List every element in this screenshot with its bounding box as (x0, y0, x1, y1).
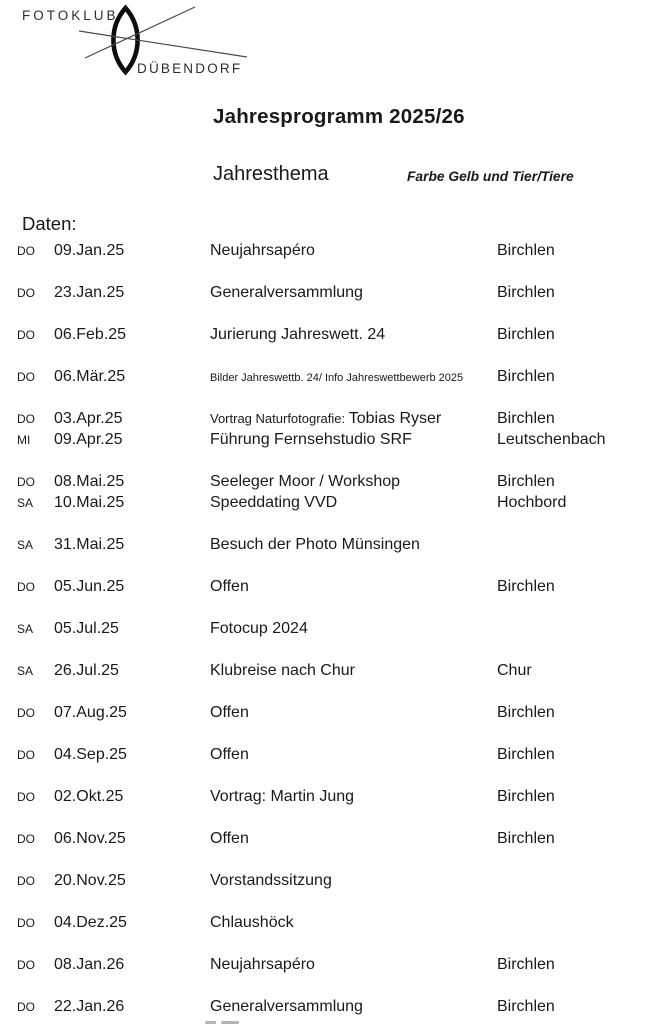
event-row (0, 576, 650, 597)
event-group (0, 240, 650, 261)
event-weekday: DO (17, 286, 35, 300)
event-group (0, 744, 650, 765)
event-title-main: Neujahrsapéro (210, 242, 315, 259)
event-group (0, 702, 650, 723)
event-title (210, 576, 249, 597)
event-row (0, 429, 650, 450)
event-group (0, 408, 650, 450)
event-row (0, 471, 650, 492)
event-date: 23.Jan.25 (54, 284, 125, 301)
event-date: 20.Nov.25 (54, 872, 126, 889)
event-title-main: Generalversammlung (210, 284, 363, 301)
fotoklub-logo (0, 0, 270, 90)
event-row (0, 828, 650, 849)
event-note: Bilder Jahreswettb. 24/ Info Jahreswettbewerb 2025 (210, 372, 464, 384)
event-row (0, 660, 650, 681)
event-date: 04.Sep.25 (54, 746, 127, 763)
event-title (210, 744, 249, 765)
event-date: 10.Mai.25 (54, 494, 125, 511)
event-row (0, 954, 650, 975)
event-location: Birchlen (497, 788, 555, 805)
event-title-main: Speeddating VVD (210, 494, 338, 511)
event-date: 04.Dez.25 (54, 914, 127, 931)
event-weekday: DO (17, 790, 35, 804)
event-title-main: Generalversammlung (210, 998, 363, 1015)
dates-heading: Daten: (22, 213, 77, 234)
event-row (0, 534, 650, 555)
event-title-main: Offen (210, 746, 249, 763)
event-weekday: DO (17, 1000, 35, 1014)
event-title-main: Jurierung Jahreswett. 24 (210, 326, 386, 343)
logo-text-fotoklub: FOTOKLUB (22, 8, 119, 23)
event-title (210, 408, 441, 429)
event-title (210, 702, 249, 723)
event-row (0, 702, 650, 723)
event-weekday: DO (17, 244, 35, 258)
event-note: Vortrag Naturfotografie: (210, 411, 349, 426)
event-weekday: SA (17, 622, 34, 636)
event-date: 09.Jan.25 (54, 242, 125, 259)
event-row (0, 408, 650, 429)
event-group (0, 366, 650, 387)
event-location: Leutschenbach (497, 431, 606, 448)
event-row (0, 324, 650, 345)
event-date: 05.Jul.25 (54, 620, 119, 637)
event-date: 06.Mär.25 (54, 368, 126, 385)
event-title (210, 996, 363, 1017)
event-title (210, 912, 294, 933)
event-group (0, 282, 650, 303)
theme-label: Jahresthema (213, 163, 329, 185)
event-list (0, 240, 650, 1024)
event-title (210, 618, 308, 639)
event-weekday: DO (17, 874, 35, 888)
event-date: 02.Okt.25 (54, 788, 124, 805)
event-title-main: Offen (210, 704, 249, 721)
event-title-main: Besuch der Photo Münsingen (210, 536, 420, 553)
event-group (0, 828, 650, 849)
event-weekday: MI (17, 433, 31, 447)
event-date: 06.Feb.25 (54, 326, 127, 343)
event-row (0, 366, 650, 387)
event-date: 08.Jan.26 (54, 956, 125, 973)
event-title (210, 471, 400, 492)
event-weekday: SA (17, 538, 34, 552)
event-date: 06.Nov.25 (54, 830, 126, 847)
event-title-main: Tobias Ryser (348, 410, 442, 427)
event-group (0, 912, 650, 933)
event-location: Birchlen (497, 956, 555, 973)
event-title-main: Vortrag: Martin Jung (210, 788, 355, 805)
event-date: 05.Jun.25 (54, 578, 125, 595)
event-row (0, 786, 650, 807)
event-title-main: Chlaushöck (210, 914, 294, 931)
event-location: Birchlen (497, 410, 555, 427)
event-weekday: DO (17, 580, 35, 594)
event-location: Birchlen (497, 998, 555, 1015)
page-cutoff-artifact (205, 1021, 216, 1024)
event-weekday: SA (17, 664, 34, 678)
event-date: 31.Mai.25 (54, 536, 125, 553)
event-group (0, 471, 650, 513)
event-weekday: DO (17, 475, 35, 489)
event-location: Birchlen (497, 368, 555, 385)
event-title (210, 366, 463, 389)
event-location: Chur (497, 662, 532, 679)
page-cutoff-artifact (221, 1021, 239, 1024)
event-row (0, 492, 650, 513)
event-group (0, 324, 650, 345)
theme-value: Farbe Gelb und Tier/Tiere (407, 169, 574, 184)
page-title: Jahresprogramm 2025/26 (213, 105, 465, 128)
event-title (210, 786, 354, 807)
event-title (210, 492, 337, 513)
event-weekday: DO (17, 370, 35, 384)
event-location: Birchlen (497, 242, 555, 259)
event-date: 26.Jul.25 (54, 662, 119, 679)
event-weekday: DO (17, 748, 35, 762)
event-group (0, 660, 650, 681)
event-title (210, 324, 385, 345)
event-weekday: SA (17, 496, 34, 510)
event-row (0, 912, 650, 933)
event-location: Birchlen (497, 473, 555, 490)
event-group (0, 954, 650, 975)
event-row (0, 240, 650, 261)
event-title (210, 660, 355, 681)
event-weekday: DO (17, 328, 35, 342)
event-group (0, 618, 650, 639)
event-location: Birchlen (497, 284, 555, 301)
event-location: Birchlen (497, 704, 555, 721)
event-weekday: DO (17, 916, 35, 930)
event-date: 07.Aug.25 (54, 704, 127, 721)
event-row (0, 618, 650, 639)
event-group (0, 534, 650, 555)
event-location: Birchlen (497, 830, 555, 847)
event-title (210, 534, 420, 555)
event-title-main: Offen (210, 578, 249, 595)
event-title (210, 429, 412, 450)
event-weekday: DO (17, 706, 35, 720)
event-location: Birchlen (497, 326, 555, 343)
event-weekday: DO (17, 832, 35, 846)
event-title-main: Seeleger Moor / Workshop (210, 473, 401, 490)
event-row (0, 744, 650, 765)
event-title-main: Neujahrsapéro (210, 956, 315, 973)
event-title-main: Führung Fernsehstudio SRF (210, 431, 412, 448)
event-location: Birchlen (497, 578, 555, 595)
logo-text-duebendorf: DÜBENDORF (137, 61, 243, 76)
event-title-main: Offen (210, 830, 249, 847)
event-location: Birchlen (497, 746, 555, 763)
event-title (210, 828, 249, 849)
event-group (0, 786, 650, 807)
event-date: 03.Apr.25 (54, 410, 123, 427)
event-title (210, 282, 363, 303)
event-date: 09.Apr.25 (54, 431, 123, 448)
event-weekday: DO (17, 958, 35, 972)
event-title (210, 954, 315, 975)
event-group (0, 870, 650, 891)
event-title (210, 240, 315, 261)
event-date: 08.Mai.25 (54, 473, 125, 490)
event-weekday: DO (17, 412, 35, 426)
event-row (0, 996, 650, 1017)
event-row (0, 282, 650, 303)
event-title-main: Klubreise nach Chur (210, 662, 355, 679)
event-title-main: Vorstandssitzung (210, 872, 332, 889)
event-title-main: Fotocup 2024 (210, 620, 308, 637)
event-group (0, 996, 650, 1017)
event-group (0, 576, 650, 597)
event-location: Hochbord (497, 494, 567, 511)
event-date: 22.Jan.26 (54, 998, 125, 1015)
event-row (0, 870, 650, 891)
event-title (210, 870, 332, 891)
